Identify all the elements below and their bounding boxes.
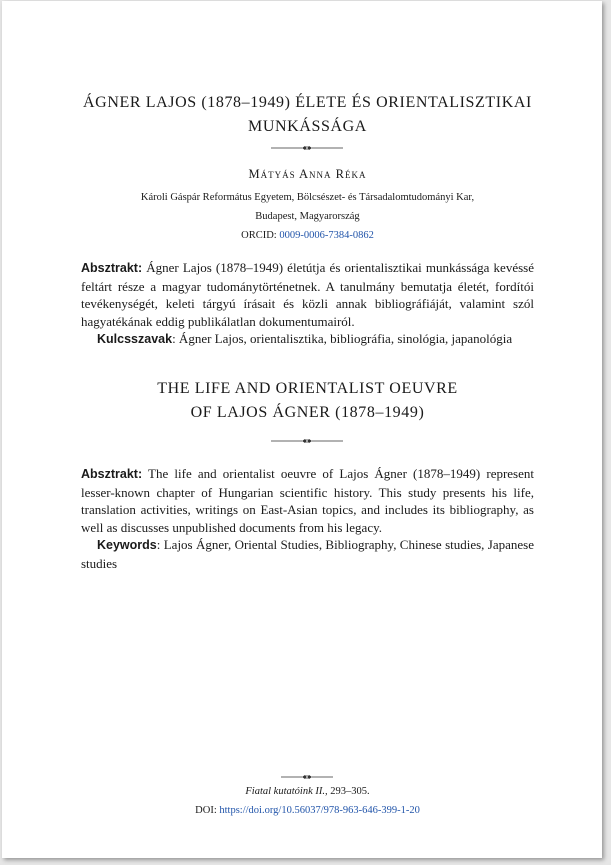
en-title xyxy=(2,377,611,425)
en-keywords-text: : Lajos Ágner, Oriental Studies, Bibliography, Chinese studies, Japanese studies xyxy=(81,537,534,571)
en-abstract xyxy=(81,465,534,572)
en-abstract-text: The life and orientalist oeuvre of Lajos Ágner (1878–1949) represent lesser-known chapter of Hungarian scientific history. This study presents his life, translation activities, writings on East-Asian topics, and includes its bibliography, as well as discusses unpublished documents from his legacy. xyxy=(81,466,534,535)
en-keywords-label: Keywords xyxy=(97,538,157,552)
hu-abstract-text: Ágner Lajos (1878–1949) életútja és orientalisztikai munkássága kevéssé feltárt része a magyar tudománytörténetnek. A tanulmány bemutatja életét, fordítói tevékenységét, keleti tárgyú írásait és közli annak bibliográfiáját, valamint szól hagyatékának eddig publikálatlan dokumentumairól. xyxy=(81,260,534,329)
hu-title-line1: ÁGNER LAJOS (1878–1949) ÉLETE ÉS ORIENTALISZTIKAI xyxy=(83,94,532,111)
author-name: Mátyás Anna Réka xyxy=(248,167,367,181)
orcid xyxy=(2,226,611,245)
citation xyxy=(2,782,611,802)
doi xyxy=(2,801,611,821)
affiliation-line2: Budapest, Magyarország xyxy=(255,211,360,222)
journal-title: Fiatal kutatóink II., xyxy=(245,786,328,797)
hu-keywords-label: Kulcsszavak xyxy=(97,332,173,346)
hu-abstract-label: Absztrakt: xyxy=(81,261,143,275)
orcid-link[interactable]: 0009-0006-7384-0862 xyxy=(279,230,374,241)
ornament-divider xyxy=(281,773,333,781)
en-title-line1: THE LIFE AND ORIENTALIST OEUVRE xyxy=(157,380,458,397)
hu-title xyxy=(2,91,611,139)
ornament-divider xyxy=(271,437,343,445)
affiliation-line1: Károli Gáspár Református Egyetem, Bölcsészet- és Társadalomtudományi Kar, xyxy=(140,192,475,203)
ornament-divider xyxy=(271,144,343,152)
hu-title-line2: MUNKÁSSÁGA xyxy=(248,118,367,135)
orcid-label: ORCID: xyxy=(241,230,277,241)
hu-keywords-text: : Ágner Lajos, orientalisztika, bibliográfia, sinológia, japanológia xyxy=(172,331,513,346)
en-title-line2: OF LAJOS ÁGNER (1878–1949) xyxy=(190,404,425,421)
hu-abstract xyxy=(81,259,534,349)
page-range: 293–305. xyxy=(327,786,370,797)
en-abstract-label: Absztrakt: xyxy=(81,467,143,481)
doi-link[interactable]: https://doi.org/10.56037/978-963-646-399-1-20 xyxy=(219,805,420,816)
doi-label: DOI: xyxy=(195,805,220,816)
page xyxy=(2,1,602,858)
